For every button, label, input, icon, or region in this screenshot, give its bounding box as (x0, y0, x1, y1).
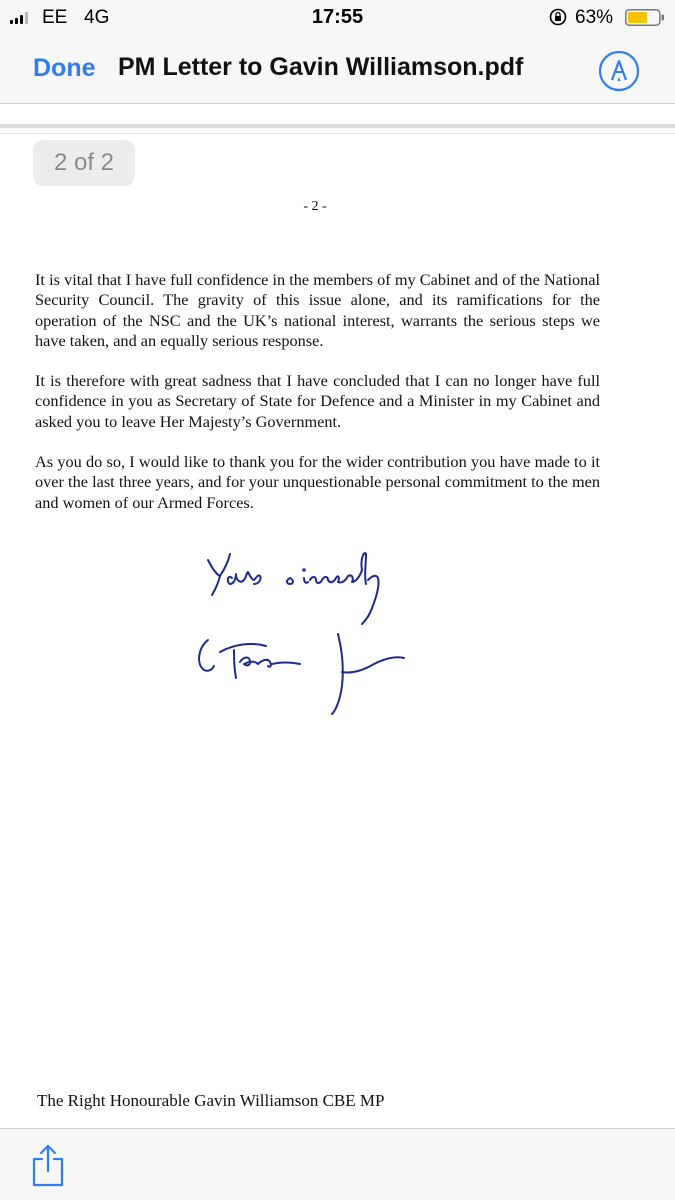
paragraph-1: It is vital that I have full confidence in the members of my Cabinet and of the National Security Council. The gravity of this issue alone, and its ramifications for the operation of the NSC and the UK’s national interest, warrants the serious steps we have taken, and an equally serious response. (35, 270, 600, 351)
status-bar (0, 0, 675, 38)
page-indicator: 2 of 2 (33, 140, 135, 186)
paragraph-2: It is therefore with great sadness that I have concluded that I can no longer have full confidence in you as Secretary of State for Defence and a Minister in my Cabinet and asked you to leave Her Majesty’s Government. (35, 371, 600, 431)
document-title: PM Letter to Gavin Williamson.pdf (118, 53, 524, 81)
done-button[interactable]: Done (33, 54, 96, 82)
markup-pen-icon[interactable] (598, 50, 640, 92)
share-icon[interactable] (30, 1143, 66, 1187)
paragraph-3: As you do so, I would like to thank you for the wider contribution you have made to it over the last three years, and for your unquestionable personal commitment to the men and women of our Armed Forces. (35, 452, 600, 512)
nav-bar (0, 38, 675, 104)
page-divider (0, 124, 675, 128)
battery-icon (625, 9, 665, 26)
page-gutter (0, 105, 675, 125)
battery-percent: 63% (575, 7, 614, 28)
network-type: 4G (84, 7, 110, 28)
handwritten-signature (190, 540, 430, 720)
page-divider-line (0, 133, 675, 134)
bottom-toolbar (0, 1128, 675, 1200)
rotation-lock-icon (549, 8, 567, 26)
page-number: - 2 - (303, 199, 327, 214)
addressee: The Right Honourable Gavin Williamson CBE MP (37, 1091, 385, 1110)
clock: 17:55 (311, 6, 364, 28)
carrier-name: EE (42, 7, 68, 28)
